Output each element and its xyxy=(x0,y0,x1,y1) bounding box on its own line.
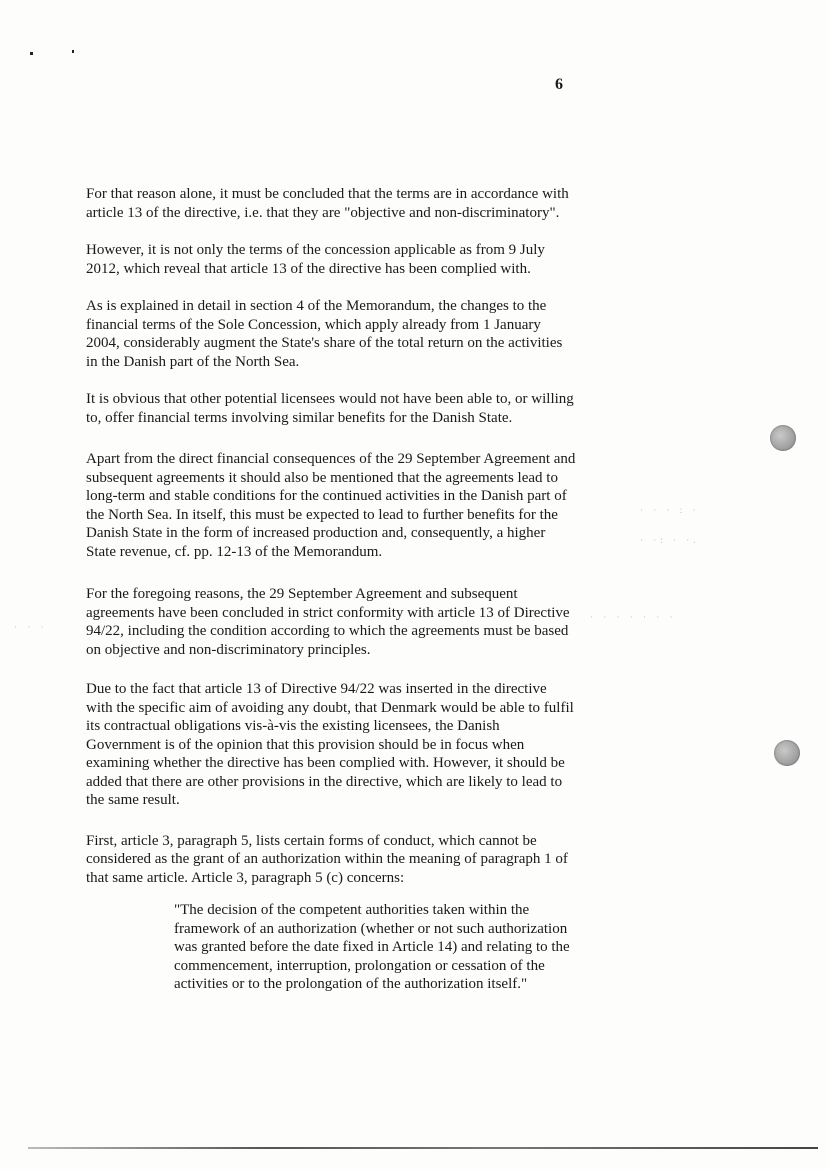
scan-noise: · · · xyxy=(14,622,48,632)
paragraph: Apart from the direct financial consequences of the 29 September Agreement and subsequent agreements it should also be mentioned that the agreements lead to long-term and stable conditions for the continued activities in the Danish part of the North Sea. In itself, this must be expected to lead to further benefits for the Danish State in the form of increased production and, consequently, a higher State revenue, cf. pp. 12-13 of the Memorandum. xyxy=(86,451,576,560)
scan-noise: · · · · · · · xyxy=(590,612,677,622)
punch-hole xyxy=(774,740,800,766)
footer-rule xyxy=(28,1147,818,1149)
body-text xyxy=(86,185,576,994)
paragraph: First, article 3, paragraph 5, lists certain forms of conduct, which cannot be considered as the grant of an authorization within the meaning of paragraph 1 of that same article. Article 3, paragraph 5 (c) concerns: xyxy=(86,832,568,886)
paragraph: Due to the fact that article 13 of Directive 94/22 was inserted in the directive with the specific aim of avoiding any doubt, that Denmark would be able to fulfil its contractual obligations vis-à-vis the existing licensees, the Danish Government is of the opinion that this provision should be in focus when examining whether the directive has been complied with. However, it should be added that there are other provisions in the directive, which are likely to lead to the same result. xyxy=(86,681,574,808)
block-quote: "The decision of the competent authorities taken within the framework of an authorization (whether or not such authorization was granted before the date fixed in Article 14) and relating to the commencement, interruption, prolongation or cessation of the activities or to the prolongation of the authorization itself." xyxy=(174,902,570,992)
scan-noise: · · · : · xyxy=(640,505,700,515)
paragraph: It is obvious that other potential licensees would not have been able to, or willing to, offer financial terms involving similar benefits for the Danish State. xyxy=(86,391,574,426)
scan-speck xyxy=(30,52,33,55)
scan-noise: · ·: · ·. xyxy=(640,535,700,545)
paragraph: However, it is not only the terms of the concession applicable as from 9 July 2012, which reveal that article 13 of the directive has been complied with. xyxy=(86,242,545,277)
paragraph: For the foregoing reasons, the 29 September Agreement and subsequent agreements have been concluded in strict conformity with article 13 of Directive 94/22, including the condition according to which the agreements must be based on objective and non-discriminatory principles. xyxy=(86,586,570,658)
paragraph: For that reason alone, it must be concluded that the terms are in accordance with article 13 of the directive, i.e. that they are "objective and non-discriminatory". xyxy=(86,186,569,221)
page-number: 6 xyxy=(555,76,563,93)
punch-hole xyxy=(770,425,796,451)
scan-speck xyxy=(72,50,74,53)
paragraph: As is explained in detail in section 4 of the Memorandum, the changes to the financial terms of the Sole Concession, which apply already from 1 January 2004, considerably augment the State's share of the total return on the activities in the Danish part of the North Sea. xyxy=(86,298,563,370)
